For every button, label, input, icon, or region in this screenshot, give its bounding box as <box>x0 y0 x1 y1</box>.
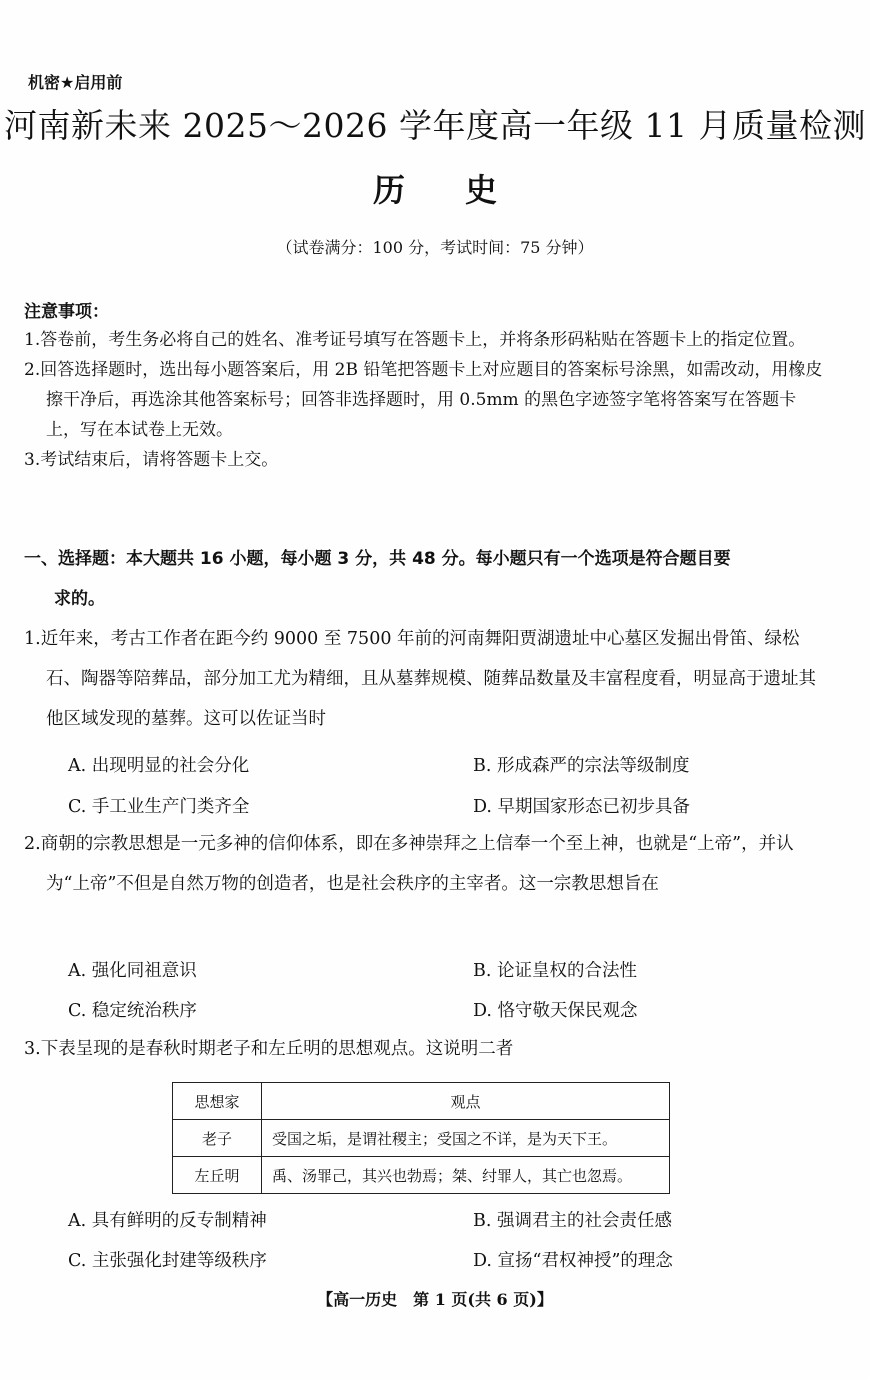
section-heading-line1: 一、选择题：本大题共 16 小题，每小题 3 分，共 48 分。每小题只有一个选项是符合题目要 <box>24 549 731 569</box>
note-item: 3.考试结束后，请将答题卡上交。 <box>24 450 279 470</box>
notes-list <box>24 325 824 475</box>
table-cell: 禹、汤罪己，其兴也勃焉；桀、纣罪人，其亡也忽焉。 <box>262 1157 670 1194</box>
table-cell: 受国之垢，是谓社稷主；受国之不详，是为天下王。 <box>262 1120 670 1157</box>
exam-title: 河南新未来 2025～2026 学年度高一年级 11 月质量检测 <box>4 106 866 145</box>
question-3 <box>24 1029 824 1069</box>
notes-heading: 注意事项： <box>24 302 109 322</box>
option-c: C. 主张强化封建等级秩序 <box>68 1251 267 1271</box>
section-heading-line2: 求的。 <box>54 589 105 609</box>
table-cell: 老子 <box>173 1120 262 1157</box>
section-heading <box>24 539 834 619</box>
subject-title: 历史 <box>372 171 557 209</box>
thinkers-table <box>172 1082 670 1194</box>
table-header: 思想家 <box>173 1083 262 1120</box>
option-a: A. 强化同祖意识 <box>68 961 197 981</box>
table-row <box>173 1157 670 1194</box>
option-c: C. 稳定统治秩序 <box>68 1001 197 1021</box>
table-header: 观点 <box>262 1083 670 1120</box>
option-d: D. 恪守敬天保民观念 <box>473 1001 638 1021</box>
option-b: B. 形成森严的宗法等级制度 <box>473 756 690 776</box>
option-b: B. 论证皇权的合法性 <box>473 961 637 981</box>
option-c: C. 手工业生产门类齐全 <box>68 797 250 817</box>
note-item: 1.答卷前，考生务必将自己的姓名、准考证号填写在答题卡上，并将条形码粘贴在答题卡上的指定位置。 <box>24 330 806 350</box>
option-b: B. 强调君主的社会责任感 <box>473 1211 672 1231</box>
question-stem: 1.近年来，考古工作者在距今约 9000 至 7500 年前的河南舞阳贾湖遗址中心墓区发掘出骨笛、绿松石、陶器等陪葬品，部分加工尤为精细，且从墓葬规模、随葬品数量及丰富程度看，明显高于遗址其他区域发现的墓葬。这可以佐证当时 <box>24 629 816 729</box>
table-row <box>173 1120 670 1157</box>
option-a: A. 出现明显的社会分化 <box>68 756 250 776</box>
option-d: D. 早期国家形态已初步具备 <box>473 797 691 817</box>
option-d: D. 宣扬“君权神授”的理念 <box>473 1251 673 1271</box>
question-2 <box>24 824 824 904</box>
option-a: A. 具有鲜明的反专制精神 <box>68 1211 267 1231</box>
question-stem: 2.商朝的宗教思想是一元多神的信仰体系，即在多神崇拜之上信奉一个至上神，也就是“上帝”，并认为“上帝”不但是自然万物的创造者，也是社会秩序的主宰者。这一宗教思想旨在 <box>24 834 794 894</box>
exam-meta: （试卷满分：100 分，考试时间：75 分钟） <box>276 238 594 257</box>
question-1 <box>24 619 824 739</box>
note-item: 2.回答选择题时，选出每小题答案后，用 2B 铅笔把答题卡上对应题目的答案标号涂黑，如需改动，用橡皮擦干净后，再选涂其他答案标号；回答非选择题时，用 0.5mm 的黑色字迹签字笔将答案写在答题卡上，写在本试卷上无效。 <box>24 360 823 440</box>
question-stem: 3.下表呈现的是春秋时期老子和左丘明的思想观点。这说明二者 <box>24 1039 514 1059</box>
table-cell: 左丘明 <box>173 1157 262 1194</box>
confidential-label: 机密★启用前 <box>28 73 123 92</box>
table-header-row <box>173 1083 670 1120</box>
page-footer: 【高一历史 第 1 页(共 6 页)】 <box>317 1290 553 1309</box>
